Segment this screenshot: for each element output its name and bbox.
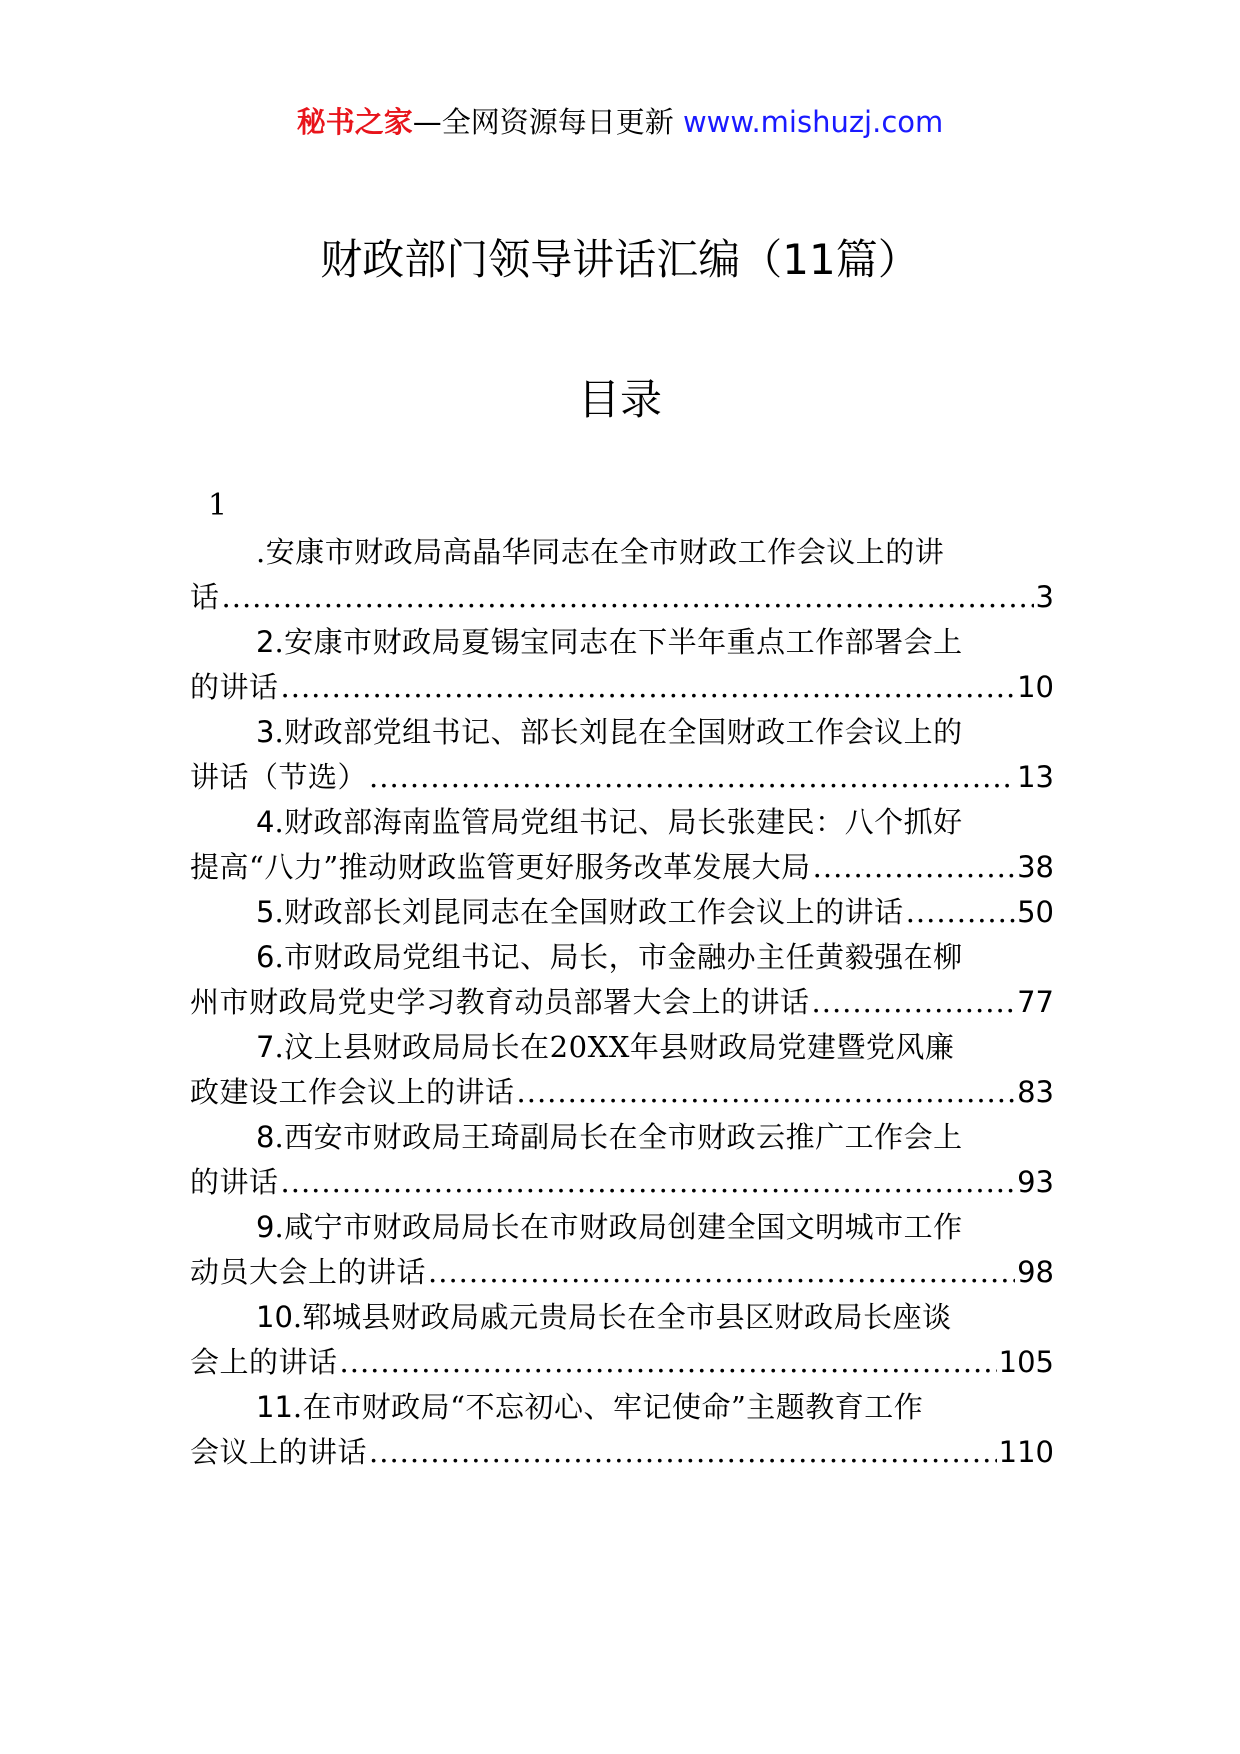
site-url-link[interactable]: www.mishuzj.com bbox=[682, 105, 944, 139]
toc-entry-leader-line bbox=[190, 980, 1054, 1025]
table-of-contents bbox=[190, 530, 1054, 1475]
toc-entry-8[interactable] bbox=[190, 1115, 1054, 1205]
toc-entry-page: 13 bbox=[1017, 760, 1054, 794]
toc-entry-number: 7 bbox=[256, 1030, 275, 1064]
toc-entry-number: 11 bbox=[256, 1390, 293, 1424]
toc-entry-leader-line bbox=[190, 845, 1054, 890]
toc-entry-9[interactable] bbox=[190, 1205, 1054, 1295]
toc-entry-tail: 提高“八力”推动财政监管更好服务改革发展大局 bbox=[190, 850, 811, 884]
toc-entry-4[interactable] bbox=[190, 800, 1054, 890]
toc-entry-number: 5 bbox=[256, 895, 275, 929]
leader-dots bbox=[813, 845, 1015, 890]
toc-entry-leader-line bbox=[190, 1160, 1054, 1205]
toc-entry-first-line bbox=[190, 1385, 1054, 1430]
leader-dots bbox=[369, 755, 1015, 800]
leader-dots bbox=[222, 575, 1034, 620]
toc-entry-leader-line bbox=[190, 1430, 1054, 1475]
leader-dots bbox=[281, 1160, 1016, 1205]
toc-entry-text: .安康市财政局夏锡宝同志在下半年重点工作部署会上 bbox=[274, 625, 963, 659]
leader-dots bbox=[340, 1340, 997, 1385]
toc-entry-first-line bbox=[190, 530, 1054, 575]
site-tagline: —全网资源每日更新 bbox=[412, 105, 674, 139]
toc-entry-text: .财政部党组书记、部长刘昆在全国财政工作会议上的 bbox=[274, 715, 963, 749]
leader-dots bbox=[906, 890, 1015, 935]
document-title: 财政部门领导讲话汇编（11篇） bbox=[320, 235, 920, 284]
toc-entry-text: .财政部海南监管局党组书记、局长张建民：八个抓好 bbox=[274, 805, 963, 839]
toc-entry-number: 10 bbox=[256, 1300, 293, 1334]
toc-entry-10[interactable] bbox=[190, 1295, 1054, 1385]
toc-entry-tail: 话 bbox=[190, 580, 220, 614]
toc-entry-page: 38 bbox=[1017, 850, 1054, 884]
toc-entry-page: 50 bbox=[1017, 895, 1054, 929]
toc-entry-text: .市财政局党组书记、局长，市金融办主任黄毅强在柳 bbox=[274, 940, 963, 974]
toc-entry-page: 93 bbox=[1017, 1165, 1054, 1199]
toc-entry-page: 3 bbox=[1035, 580, 1054, 614]
toc-entry-leader-line bbox=[190, 1250, 1054, 1295]
toc-entry-first-line bbox=[190, 1115, 1054, 1160]
toc-entry-number: 2 bbox=[256, 625, 275, 659]
toc-entry-7[interactable] bbox=[190, 1025, 1054, 1115]
site-brand: 秘书之家 bbox=[296, 105, 413, 139]
site-header bbox=[0, 102, 1240, 142]
toc-entry-tail: 的讲话 bbox=[190, 670, 279, 704]
toc-entry-leader-line bbox=[190, 1070, 1054, 1115]
toc-entry-tail: 动员大会上的讲话 bbox=[190, 1255, 427, 1289]
toc-entry-page: 110 bbox=[998, 1435, 1054, 1469]
toc-entry-text: .安康市财政局高晶华同志在全市财政工作会议上的讲 bbox=[256, 535, 945, 569]
leader-dots bbox=[812, 980, 1016, 1025]
toc-entry-5[interactable] bbox=[190, 890, 1054, 935]
toc-entry-page: 83 bbox=[1017, 1075, 1054, 1109]
toc-entry-leader-line bbox=[190, 890, 1054, 935]
toc-entry-leader-line bbox=[190, 575, 1054, 620]
leader-dots bbox=[517, 1070, 1016, 1115]
toc-heading: 目录 bbox=[577, 375, 662, 424]
toc-entry-tail: 州市财政局党史学习教育动员部署大会上的讲话 bbox=[190, 985, 810, 1019]
toc-entry-first-line bbox=[190, 710, 1054, 755]
toc-entry-text: .西安市财政局王琦副局长在全市财政云推广工作会上 bbox=[274, 1120, 963, 1154]
toc-entry-first-line bbox=[190, 620, 1054, 665]
leader-dots bbox=[281, 665, 1016, 710]
toc-entry-1[interactable] bbox=[190, 530, 1054, 620]
leader-dots bbox=[428, 1250, 1015, 1295]
toc-entry-tail: 政建设工作会议上的讲话 bbox=[190, 1075, 515, 1109]
toc-entry-first-line bbox=[190, 935, 1054, 980]
toc-entry-text: .咸宁市财政局局长在市财政局创建全国文明城市工作 bbox=[274, 1210, 963, 1244]
toc-entry-tail: .财政部长刘昆同志在全国财政工作会议上的讲话 bbox=[274, 895, 904, 929]
toc-entry-leader-line bbox=[190, 755, 1054, 800]
toc-entry-tail: 讲话（节选） bbox=[190, 760, 368, 794]
leader-dots bbox=[369, 1430, 997, 1475]
stray-list-number: 1 bbox=[208, 488, 228, 523]
toc-entry-number: 9 bbox=[256, 1210, 275, 1244]
toc-entry-first-line bbox=[190, 800, 1054, 845]
toc-entry-leader-line bbox=[190, 1340, 1054, 1385]
toc-entry-page: 98 bbox=[1017, 1255, 1054, 1289]
toc-entry-page: 105 bbox=[998, 1345, 1054, 1379]
toc-entry-number: 3 bbox=[256, 715, 275, 749]
toc-entry-11[interactable] bbox=[190, 1385, 1054, 1475]
toc-entry-first-line bbox=[190, 1295, 1054, 1340]
toc-entry-first-line bbox=[190, 1205, 1054, 1250]
toc-entry-leader-line bbox=[190, 665, 1054, 710]
toc-entry-2[interactable] bbox=[190, 620, 1054, 710]
toc-entry-3[interactable] bbox=[190, 710, 1054, 800]
toc-entry-text: .汶上县财政局局长在20XX年县财政局党建暨党风廉 bbox=[274, 1030, 955, 1064]
toc-entry-tail: 会议上的讲话 bbox=[190, 1435, 368, 1469]
toc-entry-number: 6 bbox=[256, 940, 275, 974]
toc-entry-number: 4 bbox=[256, 805, 275, 839]
toc-entry-page: 10 bbox=[1017, 670, 1054, 704]
toc-entry-text: .郓城县财政局戚元贵局长在全市县区财政局长座谈 bbox=[292, 1300, 952, 1334]
toc-entry-tail: 会上的讲话 bbox=[190, 1345, 338, 1379]
toc-entry-tail: 的讲话 bbox=[190, 1165, 279, 1199]
toc-entry-page: 77 bbox=[1017, 985, 1054, 1019]
toc-entry-number: 8 bbox=[256, 1120, 275, 1154]
toc-entry-text: .在市财政局“不忘初心、牢记使命”主题教育工作 bbox=[292, 1390, 924, 1424]
toc-entry-first-line bbox=[190, 1025, 1054, 1070]
toc-entry-6[interactable] bbox=[190, 935, 1054, 1025]
